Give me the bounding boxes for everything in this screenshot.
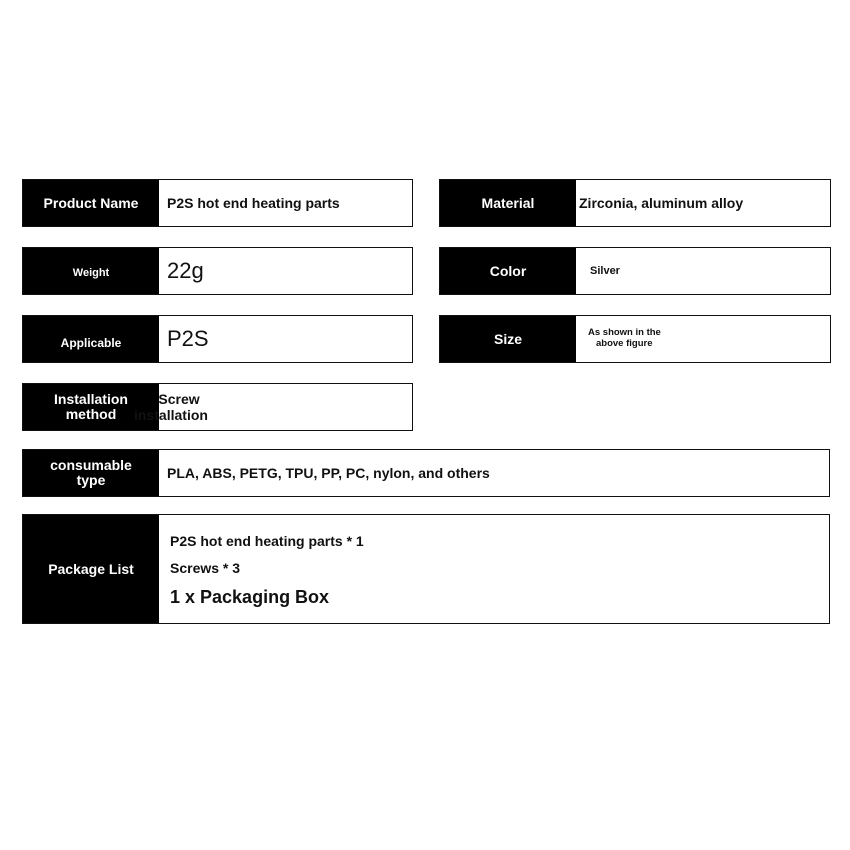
package-item-1: P2S hot end heating parts * 1: [170, 533, 364, 549]
installation-value-line1: Screw: [158, 391, 200, 407]
row-color: [439, 247, 831, 295]
installation-value: [134, 384, 208, 430]
applicable-value: P2S: [167, 326, 209, 351]
row-product-name: [22, 179, 413, 227]
size-label: Size: [440, 316, 576, 362]
consumable-label-line2: type: [76, 472, 106, 488]
weight-value: 22g: [167, 258, 204, 283]
row-material: [439, 179, 831, 227]
row-applicable: [22, 315, 413, 363]
color-value: Silver: [590, 265, 620, 277]
row-weight: [22, 247, 413, 295]
package-items: [159, 515, 829, 623]
package-label: Package List: [23, 515, 159, 623]
product-name-label: Product Name: [23, 180, 159, 226]
package-item-2: Screws * 3: [170, 560, 241, 576]
color-label: Color: [440, 248, 576, 294]
installation-label-line1: Installation: [54, 391, 128, 408]
size-value-line2: above figure: [596, 338, 653, 349]
material-label: Material: [440, 180, 576, 226]
installation-label-line2: method: [65, 406, 117, 422]
consumable-label-line1: consumable: [50, 457, 132, 474]
consumable-label: [23, 450, 159, 496]
package-item-3: 1 x Packaging Box: [170, 587, 330, 607]
weight-label: Weight: [23, 248, 159, 294]
consumable-value: PLA, ABS, PETG, TPU, PP, PC, nylon, and others: [167, 465, 490, 481]
row-package: [22, 514, 830, 624]
applicable-label: Applicable: [23, 316, 159, 362]
size-value: [576, 316, 830, 362]
row-size: [439, 315, 831, 363]
product-name-value: P2S hot end heating parts: [167, 195, 340, 211]
row-installation: [22, 383, 413, 431]
material-value: Zirconia, aluminum alloy: [579, 195, 744, 211]
row-consumable: [22, 449, 830, 497]
size-value-line1: As shown in the: [588, 327, 661, 339]
installation-value-line2: installation: [134, 407, 208, 423]
